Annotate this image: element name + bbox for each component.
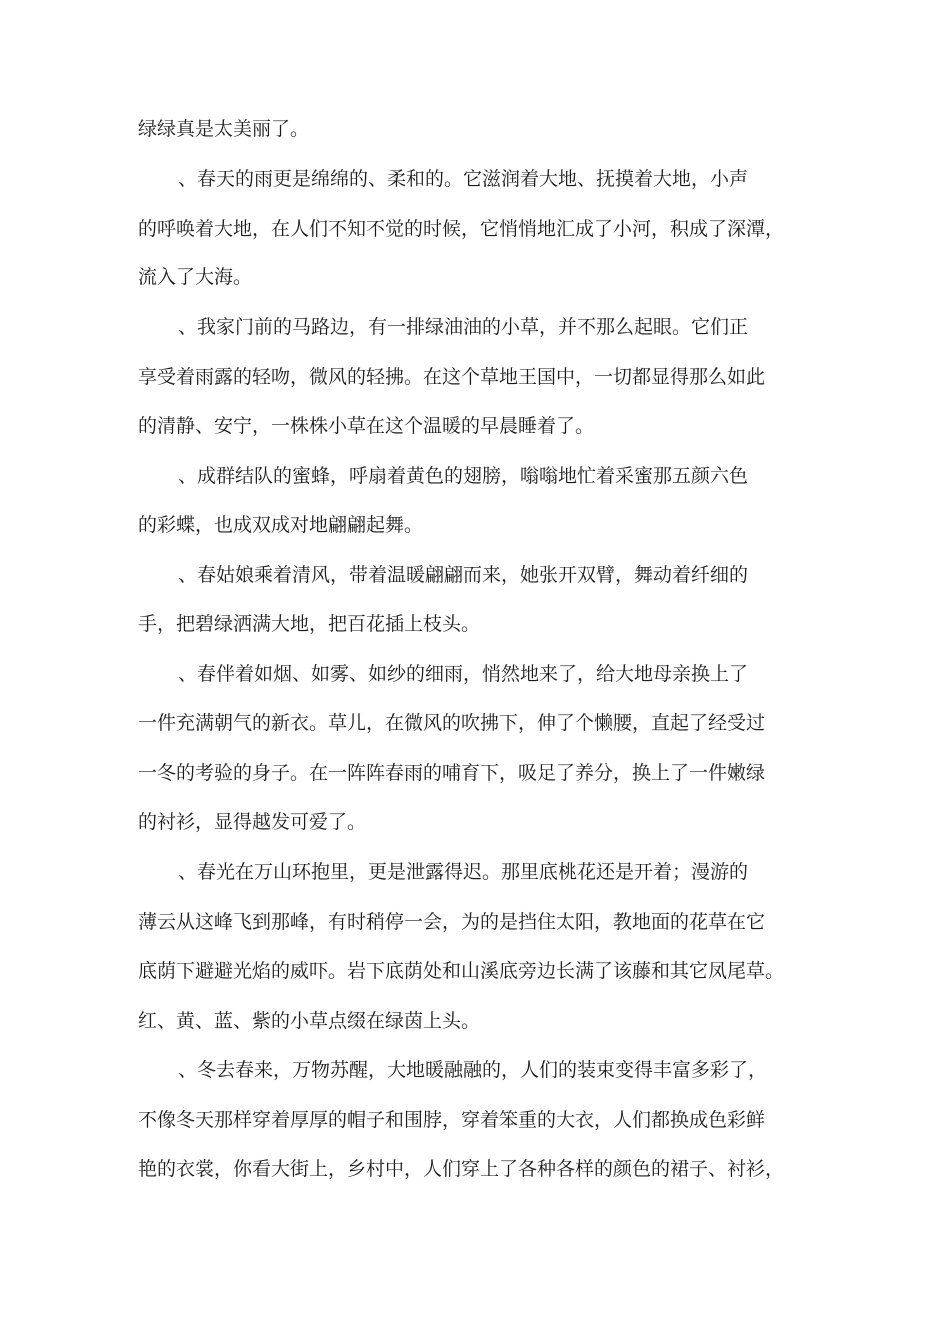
text-line: 的清静、安宁，一株株小草在这个温暖的早晨睡着了。 xyxy=(138,415,595,437)
text-line: 红、黄、蓝、紫的小草点缀在绿茵上头。 xyxy=(138,1010,481,1032)
text-line: 的衬衫，显得越发可爱了。 xyxy=(138,811,367,833)
text-line: 一冬的考验的身子。在一阵阵春雨的哺育下，吸足了养分，换上了一件嫩绿 xyxy=(138,762,766,784)
text-line: 、春光在万山环抱里，更是泄露得迟。那里底桃花还是开着；漫游的 xyxy=(178,861,749,883)
text-line: 绿绿真是太美丽了。 xyxy=(138,118,310,140)
text-line: 享受着雨露的轻吻，微风的轻拂。在这个草地王国中，一切都显得那么如此 xyxy=(138,366,766,388)
text-line: 底荫下避避光焰的威吓。岩下底荫处和山溪底旁边长满了该藤和其它凤尾草。 xyxy=(138,960,785,982)
text-line: 、春伴着如烟、如雾、如纱的细雨，悄然地来了，给大地母亲换上了 xyxy=(178,663,749,685)
text-line: 流入了大海。 xyxy=(138,266,253,288)
text-line: 、春姑娘乘着清风，带着温暖翩翩而来，她张开双臂，舞动着纤细的 xyxy=(178,564,749,586)
text-line: 薄云从这峰飞到那峰，有时稍停一会，为的是挡住太阳，教地面的花草在它 xyxy=(138,911,766,933)
text-line: 不像冬天那样穿着厚厚的帽子和围脖，穿着笨重的大衣，人们都换成色彩鲜 xyxy=(138,1109,766,1131)
text-line: 的呼唤着大地，在人们不知不觉的时候，它悄悄地汇成了小河，积成了深潭， xyxy=(138,218,785,240)
text-line: 一件充满朝气的新衣。草儿，在微风的吹拂下，伸了个懒腰，直起了经受过 xyxy=(138,712,766,734)
text-line: 的彩蝶，也成双成对地翩翩起舞。 xyxy=(138,514,424,536)
text-line: 艳的衣裳，你看大街上，乡村中，人们穿上了各种各样的颜色的裙子、衬衫， xyxy=(138,1158,785,1180)
text-line: 、春天的雨更是绵绵的、柔和的。它滋润着大地、抚摸着大地，小声 xyxy=(178,168,749,190)
text-line: 手，把碧绿洒满大地，把百花插上枝头。 xyxy=(138,613,481,635)
text-line: 、冬去春来，万物苏醒，大地暖融融的，人们的装束变得丰富多彩了， xyxy=(178,1059,768,1081)
text-line: 、我家门前的马路边，有一排绿油油的小草，并不那么起眼。它们正 xyxy=(178,316,749,338)
text-line: 、成群结队的蜜蜂，呼扇着黄色的翅膀，嗡嗡地忙着采蜜那五颜六色 xyxy=(178,465,749,487)
